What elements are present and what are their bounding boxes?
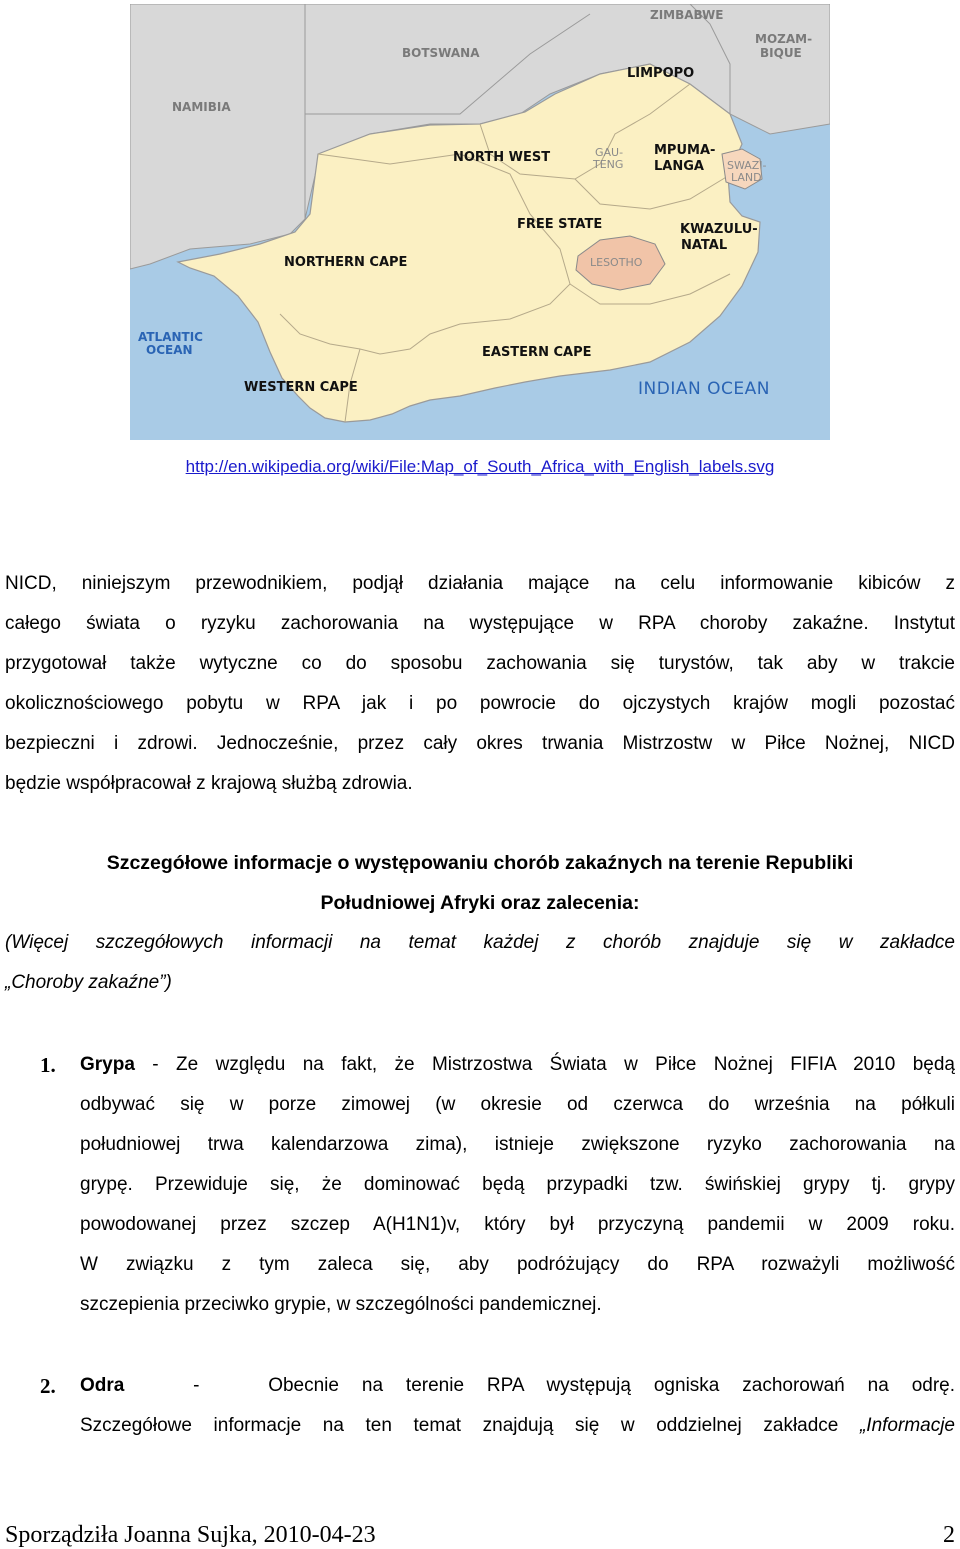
item-line-text: Szczegółowe informacje na ten temat znajdują się w oddzielnej zakładce: [80, 1415, 860, 1436]
label-lesotho: LESOTHO: [590, 256, 643, 269]
item-line: W związku z tym zaleca się, aby podróżujący do RPA rozważyli możliwość: [80, 1254, 955, 1275]
intro-line: całego świata o ryzyku zachorowania na występujące w RPA choroby zakaźne. Instytut: [5, 613, 955, 634]
label-kwazulu-1: KWAZULU-: [680, 222, 758, 237]
item-line: szczepienia przeciwko grypie, w szczególności pandemicznej.: [80, 1294, 602, 1315]
item-body: [80, 1366, 955, 1446]
item-line: powodowanej przez szczep A(H1N1)v, który był przyczyną pandemii w 2009 roku.: [80, 1214, 955, 1235]
item-line: odbywać się w porze zimowej (w okresie od czerwca do września na półkuli: [80, 1094, 955, 1115]
label-atlantic-2: OCEAN: [146, 343, 193, 357]
intro-line: okolicznościowego pobytu w RPA jak i po powrocie do ojczystych krajów mogli pozostać: [5, 693, 955, 714]
item-number: 1.: [40, 1053, 56, 1077]
item-body: [80, 1045, 955, 1325]
intro-line: będzie współpracował z krajową służbą zdrowia.: [5, 773, 413, 794]
label-namibia: NAMIBIA: [172, 100, 231, 114]
label-botswana: BOTSWANA: [402, 46, 480, 60]
label-western-cape: WESTERN CAPE: [244, 380, 358, 395]
intro-paragraph: [5, 564, 955, 804]
label-mozambique-2: BIQUE: [760, 46, 802, 60]
source-link[interactable]: http://en.wikipedia.org/wiki/File:Map_of_South_Africa_with_English_labels.svg: [185, 457, 775, 476]
label-gauteng-2: TENG: [593, 158, 624, 171]
section-heading: [0, 843, 960, 923]
item-term: Grypa: [80, 1054, 135, 1075]
intro-line: bezpieczni i zdrowi. Jednocześnie, przez cały okres trwania Mistrzostw w Piłce Nożnej, NICD: [5, 733, 955, 754]
footer-author: Sporządziła Joanna Sujka, 2010-04-23: [5, 1522, 376, 1548]
label-free-state: FREE STATE: [517, 217, 603, 232]
label-swaziland-1: SWAZI-: [727, 159, 767, 172]
map-svg: [130, 4, 830, 440]
item-line-italic: „Informacje: [859, 1415, 955, 1436]
intro-line: przygotował także wytyczne co do sposobu zachowania się turystów, tak aby w trakcie: [5, 653, 955, 674]
page-number: 2: [943, 1522, 955, 1548]
label-gauteng-1: GAU-: [595, 146, 624, 159]
item-line: grypę. Przewiduje się, że dominować będą przypadki tzw. świńskiej grypy tj. grypy: [80, 1174, 955, 1195]
note-line: (Więcej szczegółowych informacji na temat każdej z chorób znajduje się w zakładce: [5, 932, 955, 953]
label-mpumalanga-2: LANGA: [654, 159, 704, 174]
note-line: „Choroby zakaźne”): [5, 972, 172, 993]
item-first-rest: - Ze względu na fakt, że Mistrzostwa Świata w Piłce Nożnej FIFIA 2010 będą: [134, 1054, 955, 1075]
item-line: [80, 1406, 955, 1446]
label-mpumalanga-1: MPUMA-: [654, 143, 716, 158]
label-atlantic-1: ATLANTIC: [138, 330, 203, 344]
page-footer: [5, 1521, 955, 1549]
label-eastern-cape: EASTERN CAPE: [482, 345, 592, 360]
item-line: południowej trwa kalendarzowa zima), istnieje zwiększone ryzyko zachorowania na: [80, 1134, 955, 1155]
list-item: [5, 1045, 955, 1325]
list-item: [5, 1366, 955, 1446]
item-first-line: [80, 1045, 955, 1085]
label-zimbabwe: ZIMBABWE: [650, 8, 724, 22]
intro-line: NICD, niniejszym przewodnikiem, podjął działania mające na celu informowanie kibiców z: [5, 573, 955, 594]
label-mozambique-1: MOZAM-: [755, 32, 813, 46]
label-north-west: NORTH WEST: [453, 150, 551, 165]
note-paragraph: [5, 923, 955, 1003]
label-kwazulu-2: NATAL: [681, 238, 728, 253]
item-first-rest: - Obecnie na terenie RPA występują ogniska zachorowań na odrę.: [124, 1375, 955, 1396]
label-limpopo: LIMPOPO: [627, 66, 695, 81]
item-term: Odra: [80, 1375, 125, 1396]
item-first-line: [80, 1366, 955, 1406]
label-indian-ocean: INDIAN OCEAN: [638, 379, 770, 399]
label-swaziland-2: LAND: [731, 171, 762, 184]
heading-line: Południowej Afryki oraz zalecenia:: [320, 892, 640, 914]
south-africa-map: [130, 4, 830, 440]
heading-line: Szczegółowe informacje o występowaniu chorób zakaźnych na terenie Republiki: [106, 852, 854, 874]
item-number: 2.: [40, 1374, 56, 1398]
label-northern-cape: NORTHERN CAPE: [284, 255, 408, 270]
